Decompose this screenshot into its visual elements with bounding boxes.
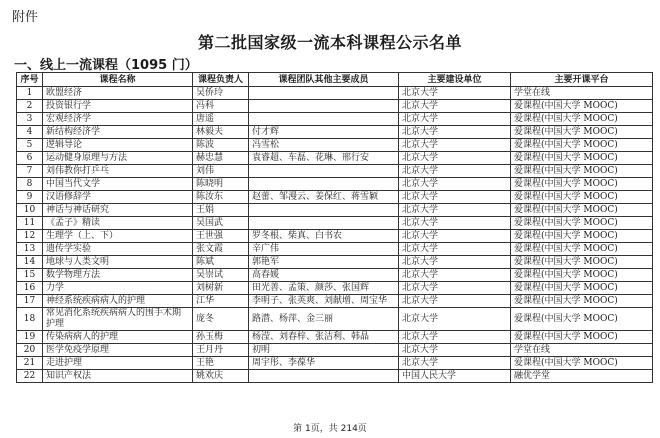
cell-institution: 北京大学 xyxy=(399,269,511,282)
cell-course-name: 刘伟教你打乒乓 xyxy=(43,165,193,178)
cell-team xyxy=(249,87,399,100)
cell-institution: 北京大学 xyxy=(399,178,511,191)
cell-platform: 爱课程(中国大学 MOOC) xyxy=(511,295,653,308)
cell-team: 路潜、杨萍、金三丽 xyxy=(249,308,399,331)
table-row xyxy=(17,370,653,383)
cell-team: 田光善、孟策、颜莎、张国辉 xyxy=(249,282,399,295)
cell-index: 2 xyxy=(17,100,43,113)
cell-course-name: 《孟子》精读 xyxy=(43,217,193,230)
cell-index: 15 xyxy=(17,269,43,282)
cell-institution: 北京大学 xyxy=(399,344,511,357)
cell-team: 冯雪松 xyxy=(249,139,399,152)
table-row xyxy=(17,87,653,100)
cell-institution: 中国人民大学 xyxy=(399,370,511,383)
table-row xyxy=(17,308,653,331)
header-course-name: 课程名称 xyxy=(43,73,193,87)
cell-team: 初明 xyxy=(249,344,399,357)
table-row xyxy=(17,126,653,139)
table-row xyxy=(17,204,653,217)
cell-platform: 爱课程(中国大学 MOOC) xyxy=(511,113,653,126)
cell-index: 12 xyxy=(17,230,43,243)
cell-course-name: 投资银行学 xyxy=(43,100,193,113)
cell-course-name: 欧盟经济 xyxy=(43,87,193,100)
cell-lead: 庞冬 xyxy=(193,308,249,331)
cell-course-name: 传染病病人的护理 xyxy=(43,331,193,344)
cell-institution: 北京大学 xyxy=(399,126,511,139)
cell-index: 5 xyxy=(17,139,43,152)
cell-institution: 北京大学 xyxy=(399,100,511,113)
cell-lead: 吴侨玲 xyxy=(193,87,249,100)
cell-lead: 王世强 xyxy=(193,230,249,243)
cell-platform: 爱课程(中国大学 MOOC) xyxy=(511,178,653,191)
cell-platform: 爱课程(中国大学 MOOC) xyxy=(511,269,653,282)
cell-index: 13 xyxy=(17,243,43,256)
cell-institution: 北京大学 xyxy=(399,295,511,308)
cell-index: 14 xyxy=(17,256,43,269)
attachment-label: 附件 xyxy=(12,10,39,25)
cell-team: 周宇彤、李葆华 xyxy=(249,357,399,370)
cell-lead: 冯科 xyxy=(193,100,249,113)
cell-platform: 爱课程(中国大学 MOOC) xyxy=(511,139,653,152)
cell-index: 4 xyxy=(17,126,43,139)
cell-platform: 爱课程(中国大学 MOOC) xyxy=(511,165,653,178)
cell-platform: 爱课程(中国大学 MOOC) xyxy=(511,282,653,295)
cell-lead: 江华 xyxy=(193,295,249,308)
cell-institution: 北京大学 xyxy=(399,256,511,269)
cell-lead: 陈汝东 xyxy=(193,191,249,204)
cell-platform: 爱课程(中国大学 MOOC) xyxy=(511,204,653,217)
cell-lead: 刘伟 xyxy=(193,165,249,178)
cell-lead: 刘树新 xyxy=(193,282,249,295)
cell-index: 22 xyxy=(17,370,43,383)
cell-team: 付才辉 xyxy=(249,126,399,139)
cell-lead: 唐遥 xyxy=(193,113,249,126)
cell-platform: 爱课程(中国大学 MOOC) xyxy=(511,357,653,370)
cell-index: 10 xyxy=(17,204,43,217)
table-row xyxy=(17,295,653,308)
cell-team xyxy=(249,178,399,191)
table-row xyxy=(17,217,653,230)
cell-course-name: 生理学（上、下） xyxy=(43,230,193,243)
cell-index: 19 xyxy=(17,331,43,344)
cell-course-name: 地球与人类文明 xyxy=(43,256,193,269)
cell-course-name: 神经系统疾病病人的护理 xyxy=(43,295,193,308)
cell-course-name: 新结构经济学 xyxy=(43,126,193,139)
header-team: 课程团队其他主要成员 xyxy=(249,73,399,87)
cell-institution: 北京大学 xyxy=(399,191,511,204)
table-row xyxy=(17,269,653,282)
cell-index: 20 xyxy=(17,344,43,357)
cell-index: 11 xyxy=(17,217,43,230)
cell-institution: 北京大学 xyxy=(399,282,511,295)
cell-index: 6 xyxy=(17,152,43,165)
cell-course-name: 中国当代文学 xyxy=(43,178,193,191)
cell-course-name: 逻辑导论 xyxy=(43,139,193,152)
cell-platform: 爱课程(中国大学 MOOC) xyxy=(511,100,653,113)
cell-platform: 学堂在线 xyxy=(511,87,653,100)
table-row xyxy=(17,282,653,295)
cell-index: 8 xyxy=(17,178,43,191)
cell-team xyxy=(249,204,399,217)
cell-lead: 陈晓明 xyxy=(193,178,249,191)
header-institution: 主要建设单位 xyxy=(399,73,511,87)
cell-platform: 融优学堂 xyxy=(511,370,653,383)
cell-institution: 北京大学 xyxy=(399,113,511,126)
cell-index: 9 xyxy=(17,191,43,204)
cell-institution: 北京大学 xyxy=(399,308,511,331)
cell-lead: 陈斌 xyxy=(193,256,249,269)
cell-index: 17 xyxy=(17,295,43,308)
cell-team: 赵蕾、邹漫云、姜保红、蒋雪颖 xyxy=(249,191,399,204)
table-header-row xyxy=(17,73,653,87)
cell-institution: 北京大学 xyxy=(399,357,511,370)
cell-team xyxy=(249,370,399,383)
cell-platform: 学堂在线 xyxy=(511,344,653,357)
cell-course-name: 常见消化系统疾病病人的围手术期护理 xyxy=(43,308,193,331)
cell-course-name: 知识产权法 xyxy=(43,370,193,383)
cell-lead: 陈波 xyxy=(193,139,249,152)
cell-course-name: 医学免疫学原理 xyxy=(43,344,193,357)
table-row xyxy=(17,331,653,344)
cell-index: 16 xyxy=(17,282,43,295)
header-lead: 课程负责人 xyxy=(193,73,249,87)
cell-team: 郭艳军 xyxy=(249,256,399,269)
table-row xyxy=(17,191,653,204)
cell-institution: 北京大学 xyxy=(399,230,511,243)
cell-team: 高春媛 xyxy=(249,269,399,282)
cell-institution: 北京大学 xyxy=(399,139,511,152)
table-row xyxy=(17,230,653,243)
cell-course-name: 汉语修辞学 xyxy=(43,191,193,204)
table-row xyxy=(17,165,653,178)
table-body xyxy=(17,87,653,383)
cell-institution: 北京大学 xyxy=(399,204,511,217)
cell-institution: 北京大学 xyxy=(399,217,511,230)
cell-institution: 北京大学 xyxy=(399,243,511,256)
cell-lead: 张文霞 xyxy=(193,243,249,256)
cell-team: 罗冬根、柴真、白书农 xyxy=(249,230,399,243)
section-heading: 一、线上一流课程（1095 门） xyxy=(14,58,198,73)
cell-platform: 爱课程(中国大学 MOOC) xyxy=(511,217,653,230)
cell-institution: 北京大学 xyxy=(399,87,511,100)
cell-index: 1 xyxy=(17,87,43,100)
cell-team: 杨滢、刘春梓、张洁利、韩晶 xyxy=(249,331,399,344)
cell-team: 李明子、张英爽、刘献增、周宝华 xyxy=(249,295,399,308)
document-title: 第二批国家级一流本科课程公示名单 xyxy=(197,33,462,52)
cell-institution: 北京大学 xyxy=(399,165,511,178)
cell-course-name: 宏观经济学 xyxy=(43,113,193,126)
cell-course-name: 数学物理方法 xyxy=(43,269,193,282)
cell-index: 21 xyxy=(17,357,43,370)
cell-platform: 爱课程(中国大学 MOOC) xyxy=(511,256,653,269)
cell-team: 袁睿超、车磊、花琳、邢行安 xyxy=(249,152,399,165)
cell-course-name: 运动健身原理与方法 xyxy=(43,152,193,165)
cell-course-name: 神话与神话研究 xyxy=(43,204,193,217)
cell-institution: 北京大学 xyxy=(399,331,511,344)
table-row xyxy=(17,256,653,269)
cell-lead: 王月丹 xyxy=(193,344,249,357)
table-row xyxy=(17,344,653,357)
cell-course-name: 走进护理 xyxy=(43,357,193,370)
cell-team: 辛广伟 xyxy=(249,243,399,256)
cell-platform: 爱课程(中国大学 MOOC) xyxy=(511,243,653,256)
cell-index: 18 xyxy=(17,308,43,331)
cell-lead: 吴崇试 xyxy=(193,269,249,282)
cell-team xyxy=(249,100,399,113)
table-row xyxy=(17,100,653,113)
cell-platform: 爱课程(中国大学 MOOC) xyxy=(511,331,653,344)
cell-lead: 姚欢庆 xyxy=(193,370,249,383)
table-row xyxy=(17,357,653,370)
header-index: 序号 xyxy=(17,73,43,87)
cell-platform: 爱课程(中国大学 MOOC) xyxy=(511,308,653,331)
cell-lead: 王艳 xyxy=(193,357,249,370)
cell-platform: 爱课程(中国大学 MOOC) xyxy=(511,152,653,165)
table-row xyxy=(17,152,653,165)
cell-team xyxy=(249,217,399,230)
header-platform: 主要开课平台 xyxy=(511,73,653,87)
cell-team xyxy=(249,113,399,126)
cell-index: 7 xyxy=(17,165,43,178)
cell-index: 3 xyxy=(17,113,43,126)
cell-institution: 北京大学 xyxy=(399,152,511,165)
table-row xyxy=(17,139,653,152)
cell-lead: 赫忠慧 xyxy=(193,152,249,165)
page-footer: 第 1页，共 214页 xyxy=(293,424,367,434)
table-row xyxy=(17,113,653,126)
table-row xyxy=(17,178,653,191)
cell-platform: 爱课程(中国大学 MOOC) xyxy=(511,126,653,139)
course-table xyxy=(16,72,653,383)
cell-lead: 孙玉梅 xyxy=(193,331,249,344)
cell-lead: 林毅夫 xyxy=(193,126,249,139)
cell-lead: 吴国武 xyxy=(193,217,249,230)
cell-platform: 爱课程(中国大学 MOOC) xyxy=(511,230,653,243)
table-row xyxy=(17,243,653,256)
cell-team xyxy=(249,165,399,178)
cell-course-name: 力学 xyxy=(43,282,193,295)
cell-lead: 王娟 xyxy=(193,204,249,217)
cell-platform: 爱课程(中国大学 MOOC) xyxy=(511,191,653,204)
cell-course-name: 遗传学实验 xyxy=(43,243,193,256)
